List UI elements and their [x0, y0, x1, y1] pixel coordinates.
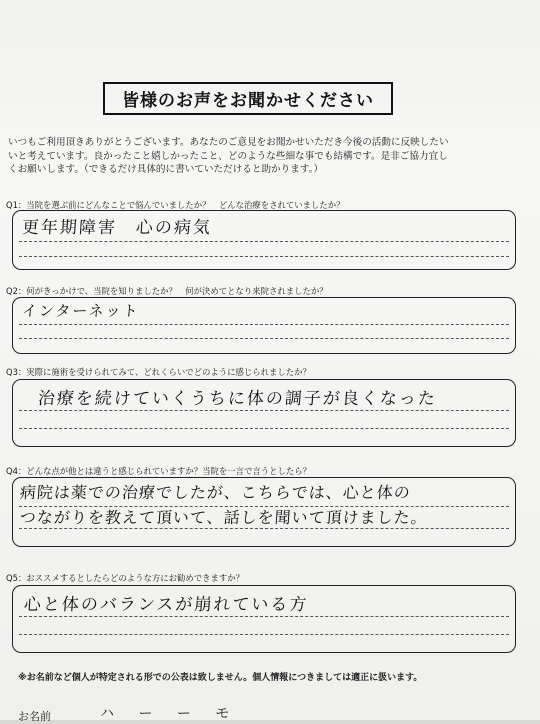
privacy-notice: ※お名前など個人が特定される形での公表は致しません。個人情報につきましては適正に扱います。 — [18, 673, 423, 683]
intro-line: いと考えています。良かったこと嬉しかったこと、どのような些細な事でも結構です。是非ご協力宜し — [8, 150, 448, 162]
intro-line: くお願いします。（できるだけ具体的に書いていただけると助かります。） — [8, 164, 324, 175]
question-5-label: Q5：おススメするとしたらどのような方にお勧めできますか？ — [6, 573, 245, 583]
dashed-line — [19, 256, 509, 257]
intro-text — [8, 136, 528, 177]
dashed-line — [19, 428, 509, 429]
intro-line: いつもご利用頂きありがとうございます。あなたのご意見をお聞かせいただき今後の活動に反映したい — [8, 137, 449, 148]
question-2-label: Q2：何がきっかけで、当院を知りましたか？ 何が決めてとなり来院されましたか？ — [6, 286, 328, 296]
name-handwriting: ハ ー ー モ — [100, 706, 240, 722]
name-label: お名前 — [18, 710, 51, 723]
dashed-line — [19, 338, 509, 339]
page-title: 皆様のお声をお聞かせください — [103, 82, 393, 115]
answer-4-handwriting-line-1: 病院は薬での治療でしたが、こちらでは、心と体の — [19, 483, 412, 502]
dashed-line — [19, 324, 509, 325]
question-1-label: Q1：当院を選ぶ前にどんなことで悩んでいましたか？ どんな治療をされていましたか？ — [6, 200, 345, 210]
question-4-label: Q4：どんな点が他とは違うと感じられていますか？当院を一言で言うとしたら？ — [6, 466, 312, 476]
answer-1-handwriting: 更年期障害 心の病気 — [21, 218, 213, 238]
dashed-line — [19, 634, 509, 635]
dashed-line — [19, 410, 509, 411]
answer-2-handwriting: インターネット — [21, 302, 141, 320]
answer-3-handwriting: 治療を続けていくうちに体の調子が良くなった — [37, 389, 438, 409]
dashed-line — [19, 528, 509, 529]
dashed-line — [19, 616, 509, 617]
answer-4-handwriting-line-2: つながりを教えて頂いて、話しを聞いて頂けました。 — [19, 508, 429, 527]
question-3-label: Q3：実際に施術を受けられてみて、どれくらいでどのように感じられましたか？ — [6, 367, 311, 377]
dashed-line — [19, 241, 509, 242]
answer-5-handwriting: 心と体のバランスが崩れている方 — [23, 595, 310, 615]
